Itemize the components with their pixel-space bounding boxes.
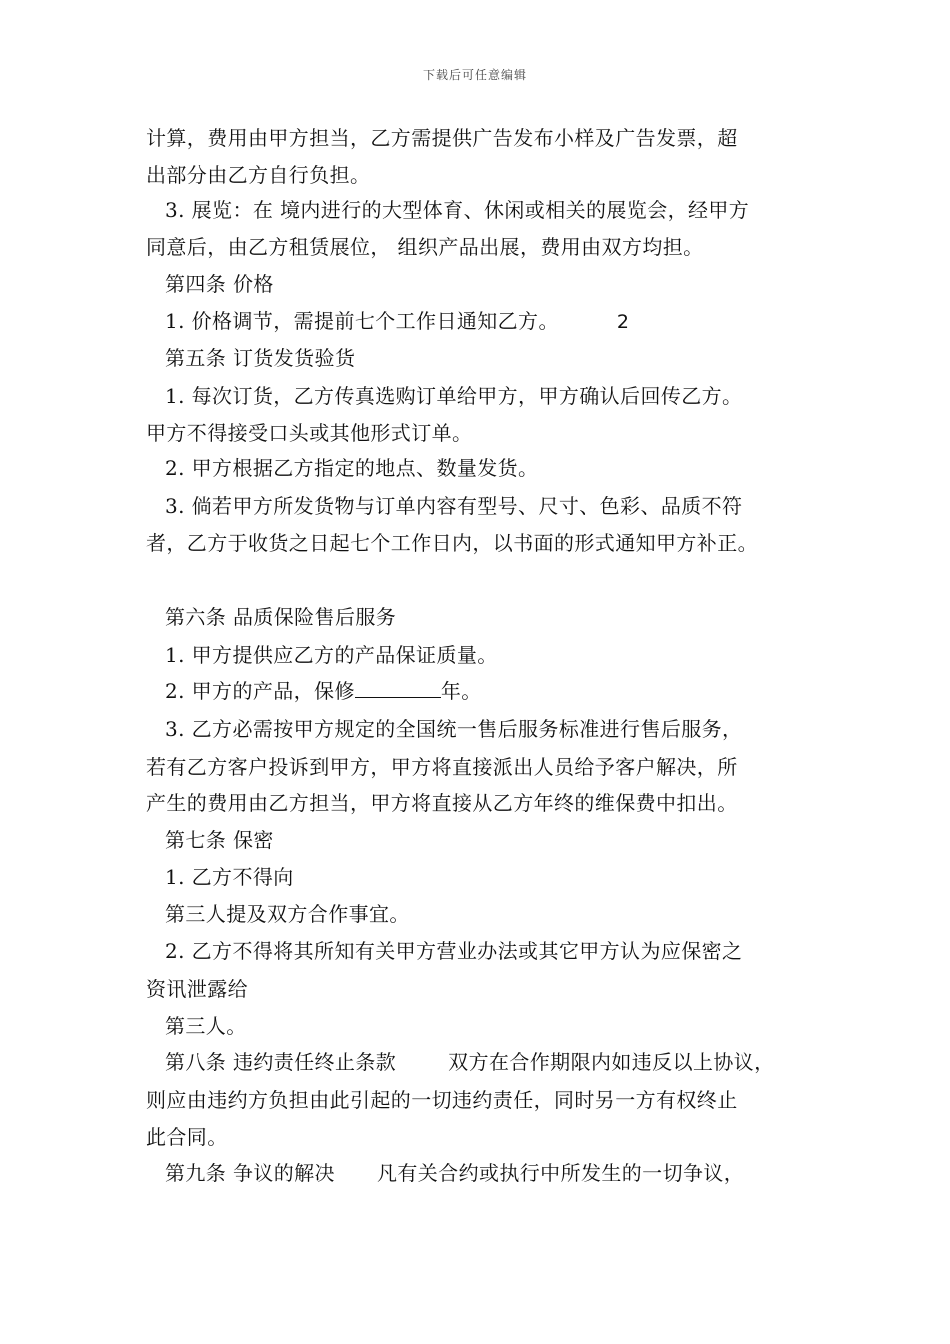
article-4-heading: 第四条 价格 bbox=[165, 272, 274, 296]
clause-item-2-confidential: 2. 乙方不得将其所知有关甲方营业办法或其它甲方认为应保密之 bbox=[165, 939, 743, 963]
article-6-heading: 第六条 品质保险售后服务 bbox=[165, 605, 397, 629]
page-header: 下载后可任意编辑 bbox=[422, 68, 527, 82]
clause-item-1-confidential: 1. 乙方不得向 bbox=[165, 865, 294, 889]
paragraph-line: 计算，费用由甲方担当，乙方需提供广告发布小样及广告发票，超 bbox=[146, 126, 738, 150]
paragraph-line: 则应由违约方负担由此引起的一切违约责任，同时另一方有权终止 bbox=[146, 1088, 738, 1112]
paragraph-line: 甲方不得接受口头或其他形式订单。 bbox=[146, 421, 473, 445]
clause-item-3-exhibition: 3. 展览：在 境内进行的大型体育、休闲或相关的展览会，经甲方 bbox=[165, 198, 750, 222]
warranty-unit: 年。 bbox=[440, 679, 482, 703]
clause-item-1-order: 1. 每次订货，乙方传真选购订单给甲方，甲方确认后回传乙方。 bbox=[165, 384, 743, 408]
clause-item-1-quality: 1. 甲方提供应乙方的产品保证质量。 bbox=[165, 643, 498, 667]
article-7-heading: 第七条 保密 bbox=[165, 828, 274, 852]
article-5-heading: 第五条 订货发货验货 bbox=[165, 346, 356, 370]
article-8-text: 双方在合作期限内如违反以上协议， bbox=[448, 1050, 775, 1074]
paragraph-line: 资讯泄露给 bbox=[146, 977, 248, 1001]
clause-item-3-mismatch: 3. 倘若甲方所发货物与订单内容有型号、尺寸、色彩、品质不符 bbox=[165, 494, 743, 518]
paragraph-line: 若有乙方客户投诉到甲方，甲方将直接派出人员给予客户解决，所 bbox=[146, 755, 738, 779]
price-adjust-text: 1. 价格调节，需提前七个工作日通知乙方。 bbox=[165, 309, 559, 333]
price-adjust-line bbox=[165, 309, 629, 334]
clause-item-2-ship: 2. 甲方根据乙方指定的地点、数量发货。 bbox=[165, 456, 539, 480]
paragraph-line: 第三人。 bbox=[165, 1014, 247, 1038]
paragraph-line: 此合同。 bbox=[146, 1125, 228, 1149]
article-9-text: 凡有关合约或执行中所发生的一切争议， bbox=[376, 1161, 745, 1185]
article-8-line bbox=[165, 1050, 775, 1074]
warranty-years-blank bbox=[355, 679, 441, 698]
article-9-line bbox=[165, 1161, 744, 1185]
warranty-line bbox=[165, 679, 482, 703]
paragraph-line: 第三人提及双方合作事宜。 bbox=[165, 902, 410, 926]
paragraph-line: 同意后，由乙方租赁展位， 组织产品出展，费用由双方均担。 bbox=[146, 235, 704, 259]
clause-item-3-service: 3. 乙方必需按甲方规定的全国统一售后服务标准进行售后服务， bbox=[165, 717, 743, 741]
paragraph-line: 产生的费用由乙方担当，甲方将直接从乙方年终的维保费中扣出。 bbox=[146, 791, 738, 815]
article-9-heading: 第九条 争议的解决 bbox=[165, 1161, 335, 1185]
paragraph-line: 出部分由乙方自行负担。 bbox=[146, 163, 371, 187]
article-8-heading: 第八条 违约责任终止条款 bbox=[165, 1050, 397, 1074]
paragraph-line: 者，乙方于收货之日起七个工作日内，以书面的形式通知甲方补正。 bbox=[146, 531, 758, 555]
page-number: 2 bbox=[616, 311, 630, 333]
warranty-text: 2. 甲方的产品，保修 bbox=[165, 679, 355, 703]
